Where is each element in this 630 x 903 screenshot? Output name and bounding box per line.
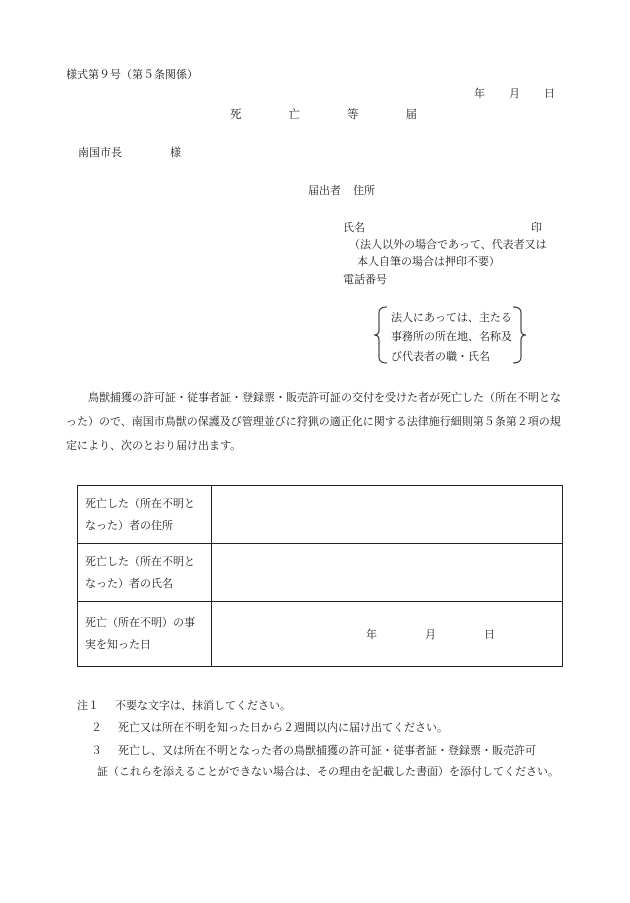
title-char: 届	[405, 107, 417, 121]
row-label-date: 死亡（所在不明）の事実を知った日	[78, 602, 212, 667]
known-date-year: 年	[366, 628, 377, 641]
note-text: 死亡し、又は所在不明となった者の鳥獣捕獲の許可証・従事者証・登録票・販売許可	[118, 744, 536, 757]
note-item	[91, 719, 448, 735]
reporter-label: 届出者	[308, 184, 341, 197]
note-item	[77, 697, 291, 713]
date-month-label: 月	[509, 87, 520, 100]
addressee-honorific: 様	[170, 146, 181, 159]
note-text-continuation: 証（これらを添えることができない場合は、その理由を記載した書面）を添付してください。	[97, 765, 559, 778]
reporter-address-row	[308, 182, 375, 198]
reporter-name-row	[343, 219, 542, 235]
document-title	[230, 106, 417, 122]
seal-note-line2: 本人自筆の場合は押印不要）	[357, 255, 500, 268]
seal-mark: 印	[531, 221, 542, 234]
corporate-note-line: 法人にあっては、主たる	[391, 311, 512, 324]
date-day-label: 日	[544, 87, 555, 100]
report-table	[77, 485, 563, 667]
table-row	[78, 602, 563, 667]
note-text: 死亡又は所在不明を知った日から２週間以内に届け出てください。	[118, 721, 448, 734]
known-date-month: 月	[425, 628, 436, 641]
addressee-name: 南国市長	[78, 146, 122, 159]
corporate-note-line: 事務所の所在地、名称及	[391, 330, 512, 343]
deceased-address-field[interactable]	[212, 486, 563, 544]
row-label-address: 死亡した（所在不明となった）者の住所	[78, 486, 212, 544]
table-row	[78, 544, 563, 602]
title-char: 等	[347, 107, 359, 121]
seal-note-line1: （法人以外の場合であって、代表者又は	[349, 238, 547, 251]
submission-date	[474, 85, 555, 101]
corporate-note-box	[373, 306, 527, 364]
notes-heading: 注１	[77, 699, 99, 712]
row-label-name: 死亡した（所在不明となった）者の氏名	[78, 544, 212, 602]
corporate-note-line: び代表者の職・氏名	[391, 350, 490, 363]
note-number: ２	[91, 721, 102, 734]
note-text: 不要な文字は、抹消してください。	[115, 699, 291, 712]
body-paragraph: 鳥獣捕獲の許可証・従事者証・登録票・販売許可証の交付を受けた者が死亡した（所在不明となった）ので、南国市鳥獣の保護及び管理並びに狩猟の適正化に関する法律施行細則第５条第２項の規定により、次のとおり届け出ます。	[66, 391, 561, 452]
name-label: 氏名	[343, 221, 365, 234]
title-char: 亡	[288, 107, 300, 121]
known-date-field[interactable]	[212, 602, 563, 667]
deceased-name-field[interactable]	[212, 544, 563, 602]
form-number: 様式第９号（第５条関係）	[66, 68, 198, 81]
addressee	[78, 144, 181, 160]
note-item	[91, 742, 536, 758]
date-year-label: 年	[474, 87, 485, 100]
known-date-day: 日	[484, 628, 495, 641]
phone-label: 電話番号	[343, 273, 387, 286]
table-row	[78, 486, 563, 544]
title-char: 死	[230, 107, 242, 121]
note-number: ３	[91, 744, 102, 757]
address-label: 住所	[353, 184, 375, 197]
